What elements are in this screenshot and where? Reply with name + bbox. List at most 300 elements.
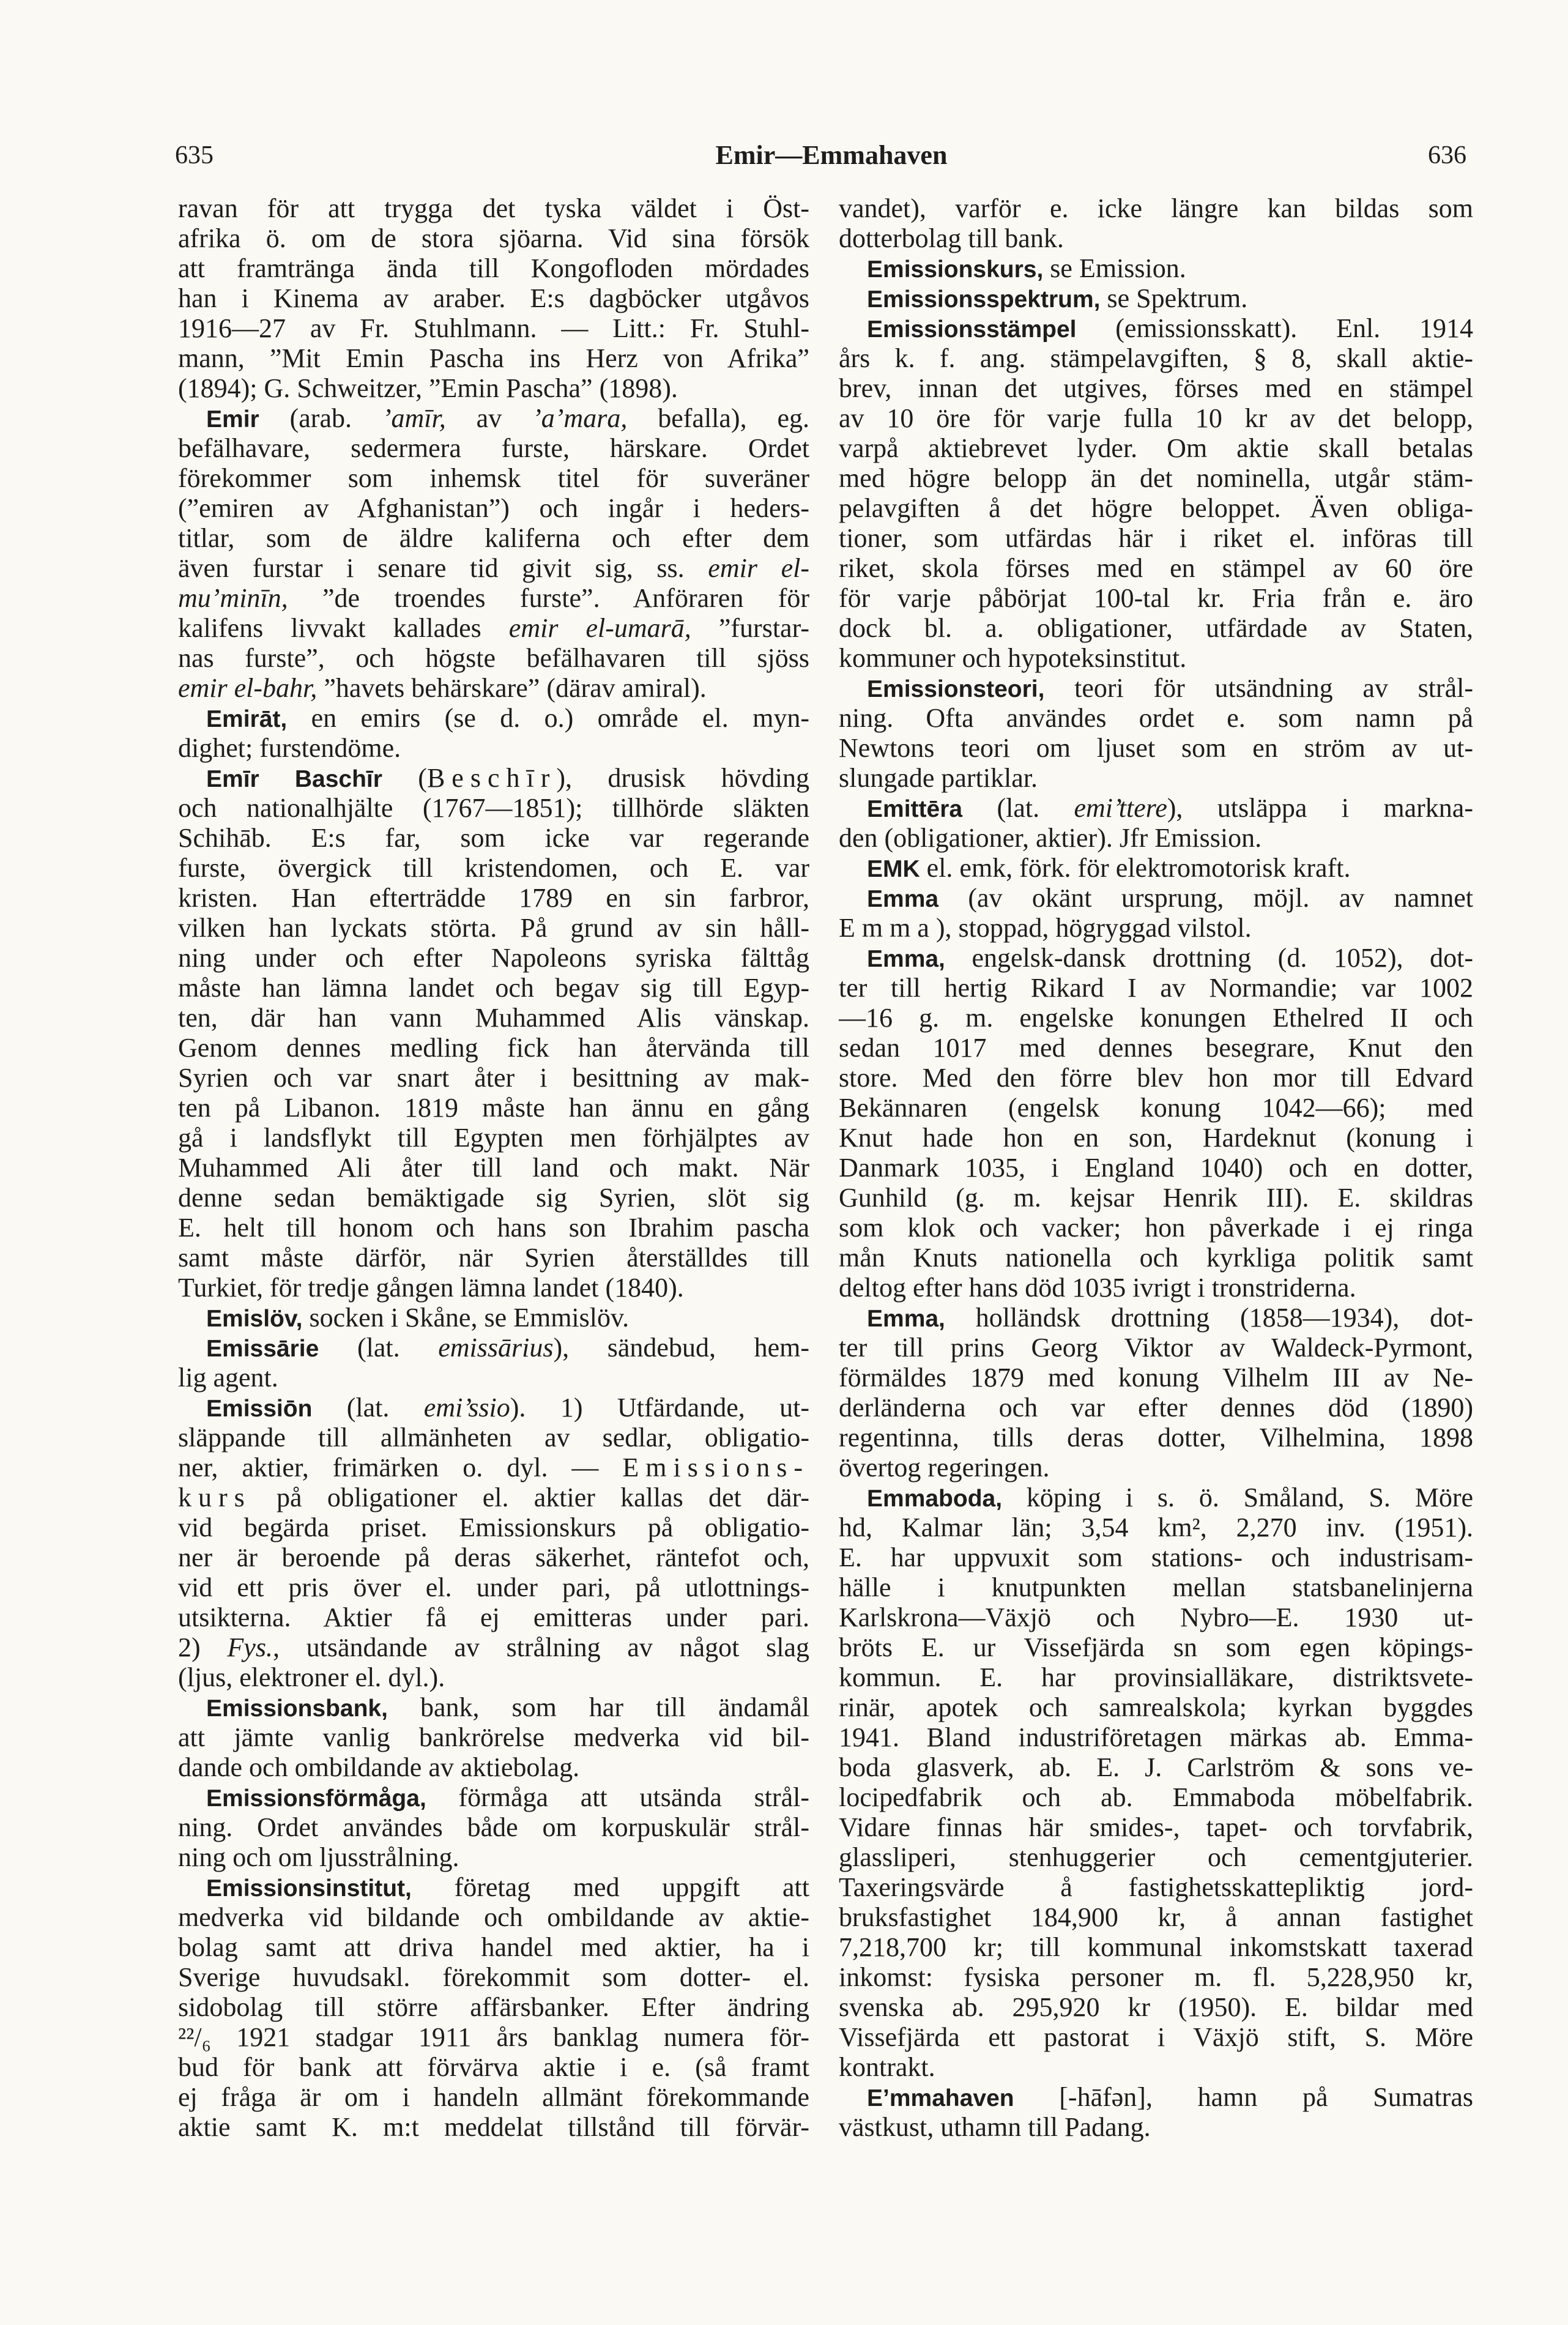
- text-run: (”emiren av Afghanistan”) och ingår i heders-: [178, 493, 809, 523]
- text-line: [839, 1393, 1473, 1423]
- text-line: [839, 1692, 1473, 1722]
- text-line: [839, 1063, 1473, 1093]
- text-run: —16 g. m. engelske konungen Ethelred II och: [839, 1003, 1473, 1033]
- text-run: en emirs (se d. o.) område el. myn-: [287, 703, 809, 733]
- text-line: [178, 1303, 809, 1333]
- dictionary-entry: [178, 1692, 809, 1782]
- text-line: [178, 853, 809, 883]
- text-line: [178, 2082, 809, 2112]
- text-run: (: [382, 763, 427, 793]
- text-run: engelsk-dansk drottning (d. 1052), dot-: [945, 943, 1473, 973]
- text-run: Sverige huvudsakl. förekommit som dotter- el.: [178, 1962, 809, 1992]
- text-run: lig agent.: [178, 1363, 278, 1393]
- text-run: dock bl. a. obligationer, utfärdade av Staten,: [839, 613, 1473, 643]
- text-run: ”de troendes furste”. Anföraren för: [288, 583, 809, 613]
- headword: Emma,: [867, 946, 945, 972]
- text-run: kalifens livvakt kallades: [178, 613, 509, 643]
- text-run: utsikterna. Aktier få ej emitteras under pari.: [178, 1602, 809, 1632]
- text-line: [839, 1512, 1473, 1542]
- dictionary-entry: [178, 1782, 809, 1872]
- headword: Emma: [867, 886, 939, 912]
- text-line: [839, 943, 1473, 973]
- text-line: [839, 1902, 1473, 1932]
- text-line: [839, 793, 1473, 823]
- text-line: [178, 1033, 809, 1063]
- text-run: släppande till allmänheten av sedlar, obligatio-: [178, 1423, 809, 1453]
- text-run: ning. Ordet användes både om korpuskulär strål-: [178, 1812, 809, 1842]
- text-run: 2): [178, 1632, 228, 1662]
- text-run: rinär, apotek och samrealskola; kyrkan byggdes: [839, 1692, 1473, 1722]
- text-run: bolag samt att driva handel med aktier, ha i: [178, 1932, 809, 1962]
- text-line: [839, 433, 1473, 463]
- text-run: ning. Ofta användes ordet e. som namn på: [839, 703, 1473, 733]
- text-run: ning under och efter Napoleons syriska fälttåg: [178, 943, 809, 973]
- text-line: [839, 973, 1473, 1003]
- text-line: [178, 1273, 809, 1303]
- dictionary-entry: [178, 1393, 809, 1692]
- headword: Emissionsbank,: [206, 1695, 388, 1722]
- text-line: [178, 433, 809, 463]
- italic-run: emir el-: [708, 553, 809, 583]
- text-line: [839, 1243, 1473, 1273]
- headword: Emissionsförmåga,: [206, 1785, 426, 1812]
- text-run: Muhammed Ali åter till land och makt. När: [178, 1153, 809, 1183]
- spaced-run: Emissions-: [622, 1453, 809, 1482]
- dictionary-entry: [839, 883, 1473, 943]
- dictionary-entry: [178, 763, 809, 1303]
- text-run: varpå aktiebrevet lyder. Om aktie skall betalas: [839, 433, 1473, 463]
- text-run: E. helt till honom och hans son Ibrahim pascha: [178, 1213, 809, 1243]
- text-run: (lat.: [312, 1393, 424, 1423]
- headword: Emissionsstämpel: [867, 316, 1077, 343]
- text-run: kristen. Han efterträdde 1789 en sin farbror,: [178, 883, 809, 913]
- text-run: (emissionsskatt). Enl. 1914: [1076, 313, 1473, 343]
- text-run: ”furstar-: [691, 613, 809, 643]
- text-line: [839, 913, 1473, 943]
- text-line: [839, 403, 1473, 433]
- text-run: och nationalhjälte (1767—1851); tillhörde släkten: [178, 793, 809, 823]
- text-line: [178, 1992, 809, 2022]
- text-run: samt måste därför, när Syrien återställdes till: [178, 1243, 809, 1273]
- text-line: [839, 1303, 1473, 1333]
- text-line: [178, 313, 809, 343]
- text-run: medverka vid bildande och ombildande av aktie-: [178, 1902, 809, 1932]
- text-run: ten, där han vann Muhammed Alis vänskap.: [178, 1003, 809, 1033]
- text-line: [839, 1123, 1473, 1153]
- text-line: [178, 1752, 809, 1782]
- text-run: (arab.: [259, 403, 382, 433]
- headword: Emirāt,: [206, 706, 288, 732]
- text-run: afrika ö. om de stora sjöarna. Vid sina försök: [178, 223, 809, 253]
- text-run: Danmark 1035, i England 1040) och en dotter,: [839, 1153, 1473, 1183]
- text-run: bank, som har till ändamål: [387, 1692, 809, 1722]
- text-run: ). 1) Utfärdande, ut-: [510, 1393, 809, 1423]
- text-run: förmäldes 1879 med konung Vilhelm III av Ne-: [839, 1363, 1473, 1393]
- text-run: (1894); G. Schweitzer, ”Emin Pascha” (1898).: [178, 373, 678, 403]
- text-line: [178, 1153, 809, 1183]
- text-line: [178, 913, 809, 943]
- text-line: [178, 1692, 809, 1722]
- headword: Emislöv,: [206, 1306, 303, 1332]
- text-line: [839, 493, 1473, 523]
- text-line: [178, 1542, 809, 1572]
- text-line: [839, 883, 1473, 913]
- text-run: nas furste”, och högste befälhavaren till sjöss: [178, 643, 809, 673]
- text-run: el. emk, förk. för elektromotorisk kraft.: [920, 853, 1351, 883]
- text-line: [178, 223, 809, 253]
- dictionary-entry: [178, 703, 809, 763]
- text-line: [839, 1183, 1473, 1213]
- text-run: på obligationer el. aktier kallas det där-: [251, 1482, 809, 1512]
- text-run: teori för utsändning av strål-: [1044, 673, 1473, 703]
- text-run: ej fråga är om i handeln allmänt förekommande: [178, 2082, 809, 2112]
- text-line: [178, 1063, 809, 1093]
- text-line: [178, 1003, 809, 1033]
- text-run: ner är beroende på deras säkerhet, räntefot och,: [178, 1542, 809, 1572]
- text-line: [178, 2052, 809, 2082]
- text-line: [178, 1183, 809, 1213]
- text-run: dande och ombildande av aktiebolag.: [178, 1752, 580, 1782]
- text-run: Knut hade hon en son, Hardeknut (konung i: [839, 1123, 1473, 1153]
- dictionary-entry: [178, 1872, 809, 2142]
- text-run: som klok och vacker; hon påverkade i ej ringa: [839, 1213, 1473, 1243]
- text-line: [839, 1363, 1473, 1393]
- text-run: kommun. E. har provinsialläkare, distriktsvete-: [839, 1662, 1473, 1692]
- text-run: mån Knuts nationella och kyrkliga politik samt: [839, 1243, 1473, 1273]
- text-run: regentinna, tills deras dotter, Vilhelmina, 1898: [839, 1423, 1473, 1453]
- headword: Emissārie: [206, 1336, 319, 1362]
- text-line: [178, 643, 809, 673]
- text-line: [178, 1363, 809, 1393]
- text-line: [178, 403, 809, 433]
- text-run: övertog regeringen.: [839, 1453, 1050, 1482]
- text-run: ), sändebud, hem-: [553, 1333, 809, 1363]
- text-line: [178, 1453, 809, 1482]
- text-run: denne sedan bemäktigade sig Syrien, slöt sig: [178, 1183, 809, 1213]
- text-line: [839, 523, 1473, 553]
- text-line: [178, 1902, 809, 1932]
- text-run: tioner, som utfärdas här i riket el. införas till: [839, 523, 1473, 553]
- text-line: [839, 613, 1473, 643]
- text-run: ning och om ljusstrålning.: [178, 1842, 459, 1872]
- headword: Emissionsteori,: [867, 676, 1045, 702]
- text-line: [178, 1243, 809, 1273]
- text-run: ter till prins Georg Viktor av Waldeck-Pyrmont,: [839, 1333, 1473, 1363]
- text-line: [178, 1662, 809, 1692]
- text-run: sedan 1017 med dennes besegrare, Knut den: [839, 1033, 1473, 1063]
- text-run: Vissefjärda ett pastorat i Växjö stift, S. Möre: [839, 2022, 1473, 2052]
- text-run: ter till hertig Rikard I av Normandie; var 1002: [839, 973, 1473, 1003]
- text-run: (av okänt ursprung, möjl. av namnet: [938, 883, 1473, 913]
- text-run: vandet), varför e. icke längre kan bildas som: [839, 193, 1473, 223]
- text-run: ), drusisk hövding: [556, 763, 809, 793]
- text-run: Bekännaren (engelsk konung 1042—66); med: [839, 1093, 1473, 1123]
- headword: Emittēra: [867, 796, 963, 822]
- text-run: bud för bank att förvärva aktie i e. (så framt: [178, 2052, 809, 2082]
- text-line: [839, 1662, 1473, 1692]
- text-line: [178, 1333, 809, 1363]
- text-line: [178, 763, 809, 793]
- text-run: befalla), eg.: [627, 403, 809, 433]
- text-line: [839, 1482, 1473, 1512]
- dictionary-entry: [839, 1482, 1473, 2082]
- headword: Emissionsspektrum,: [867, 286, 1101, 313]
- text-run: hd, Kalmar län; 3,54 km², 2,270 inv. (1951).: [839, 1512, 1473, 1542]
- italic-run: emir el-bahr,: [178, 673, 318, 703]
- text-line: [839, 1273, 1473, 1303]
- text-run: svenska ab. 295,920 kr (1950). E. bildar med: [839, 1992, 1473, 2022]
- text-line: [839, 1093, 1473, 1123]
- text-run: vid begärda priset. Emissionskurs på obligatio-: [178, 1512, 809, 1542]
- text-line: [839, 1602, 1473, 1632]
- text-run: köping i s. ö. Småland, S. Möre: [1002, 1482, 1473, 1512]
- text-run: ), stoppad, högryggad vilstol.: [935, 913, 1252, 943]
- headword: Emīr Baschīr: [206, 766, 382, 792]
- headword: EMK: [867, 856, 920, 882]
- text-line: [178, 1423, 809, 1453]
- text-line: [178, 553, 809, 583]
- text-run: hälle i knutpunkten mellan statsbanelinjerna: [839, 1572, 1473, 1602]
- text-line: [178, 1213, 809, 1243]
- text-line: [839, 1782, 1473, 1812]
- text-line: [839, 643, 1473, 673]
- text-line: [178, 733, 809, 763]
- dictionary-entry: [839, 193, 1473, 253]
- text-run: Karlskrona—Växjö och Nybro—E. 1930 ut-: [839, 1602, 1473, 1632]
- text-line: [178, 883, 809, 913]
- text-line: [178, 1572, 809, 1602]
- text-line: [839, 373, 1473, 403]
- text-line: [839, 553, 1473, 583]
- text-line: [839, 853, 1473, 883]
- text-line: [178, 703, 809, 733]
- text-run: västkust, uthamn till Padang.: [839, 2112, 1151, 2142]
- text-run: 1941. Bland industriföretagen märkas ab. Emma-: [839, 1722, 1473, 1752]
- text-line: [178, 2022, 809, 2052]
- text-run: ten på Libanon. 1819 måste han ännu en gång: [178, 1093, 809, 1123]
- text-run: aktie samt K. m:t meddelat tillstånd till förvär-: [178, 2112, 809, 2142]
- text-run: se Spektrum.: [1100, 283, 1248, 313]
- text-line: [839, 1992, 1473, 2022]
- dictionary-entry: [839, 853, 1473, 883]
- left-column: [178, 193, 809, 2142]
- text-run: derländerna och var efter dennes död (1890): [839, 1393, 1473, 1423]
- dictionary-entry: [839, 793, 1473, 853]
- text-run: att jämte vanlig bankrörelse medverka vid bil-: [178, 1722, 809, 1752]
- text-line: [839, 1033, 1473, 1063]
- italic-run: emir el-umarā,: [508, 613, 691, 643]
- text-run: Turkiet, för tredje gången lämna landet (1840).: [178, 1273, 684, 1303]
- headword: Emissiōn: [206, 1396, 313, 1422]
- text-line: [178, 823, 809, 853]
- text-line: [178, 193, 809, 223]
- text-line: [178, 493, 809, 523]
- text-line: [178, 673, 809, 703]
- text-line: [178, 793, 809, 823]
- headword: Emma,: [867, 1306, 945, 1332]
- text-run: holländsk drottning (1858—1934), dot-: [945, 1303, 1473, 1333]
- text-line: [839, 1632, 1473, 1662]
- text-line: [178, 1812, 809, 1842]
- dictionary-entry: [178, 403, 809, 703]
- text-line: [178, 973, 809, 1003]
- dictionary-entry: [178, 193, 809, 403]
- italic-run: mu’minīn,: [178, 583, 288, 613]
- dictionary-entry: [839, 943, 1473, 1303]
- text-run: brev, innan det utgives, förses med en stämpel: [839, 373, 1473, 403]
- headword: Emissionskurs,: [867, 256, 1044, 283]
- text-line: [839, 1333, 1473, 1363]
- text-line: [839, 673, 1473, 703]
- text-line: [839, 253, 1473, 283]
- text-line: [839, 1423, 1473, 1453]
- text-run: 7,218,700 kr; till kommunal inkomstskatt taxerad: [839, 1932, 1473, 1962]
- text-run: ner, aktier, frimärken o. dyl. —: [178, 1453, 623, 1482]
- text-run: mann, ”Mit Emin Pascha ins Herz von Afrika”: [178, 343, 809, 373]
- dictionary-entry: [839, 2082, 1473, 2142]
- text-run: locipedfabrik och ab. Emmaboda möbelfabrik.: [839, 1782, 1473, 1812]
- italic-run: ’amīr,: [382, 403, 446, 433]
- text-line: [839, 2052, 1473, 2082]
- text-run: ), utsläppa i markna-: [1167, 793, 1473, 823]
- text-run: furste, övergick till kristendomen, och E. var: [178, 853, 809, 883]
- text-line: [178, 613, 809, 643]
- text-run: [-hāfən], hamn på Sumatras: [1014, 2082, 1473, 2112]
- text-run: (lat.: [962, 793, 1074, 823]
- text-run: slungade partiklar.: [839, 763, 1038, 793]
- text-run: måste han lämna landet och begav sig till Egyp-: [178, 973, 809, 1003]
- text-line: [178, 253, 809, 283]
- text-line: [178, 463, 809, 493]
- text-run: han i Kinema av araber. E:s dagböcker utgåvos: [178, 283, 809, 313]
- text-run: Taxeringsvärde å fastighetsskattepliktig jord-: [839, 1872, 1473, 1902]
- spaced-run: Emma: [839, 913, 936, 943]
- text-run: sidobolag till större affärsbanker. Efter ändring: [178, 1992, 809, 2022]
- text-run: E. har uppvuxit som stations- och industrisam-: [839, 1542, 1473, 1572]
- text-line: [178, 1962, 809, 1992]
- text-line: [178, 943, 809, 973]
- text-line: [839, 1542, 1473, 1572]
- text-run: av 10 öre för varje fulla 10 kr av det belopp,: [839, 403, 1473, 433]
- text-line: [178, 1632, 809, 1662]
- text-line: [839, 193, 1473, 223]
- text-line: [839, 2082, 1473, 2112]
- headword: Emir: [206, 406, 259, 433]
- text-run: även furstar i senare tid givit sig, ss.: [178, 553, 708, 583]
- text-run: inkomst: fysiska personer m. fl. 5,228,950 kr,: [839, 1962, 1473, 1992]
- right-column: [839, 193, 1473, 2142]
- page-number-left: 635: [175, 141, 214, 169]
- text-run: företag med uppgift att: [411, 1872, 809, 1902]
- text-line: [178, 373, 809, 403]
- text-run: bruksfastighet 184,900 kr, å annan fastighet: [839, 1902, 1473, 1932]
- text-run: vilken han lyckats störta. På grund av sin håll-: [178, 913, 809, 943]
- text-run: års k. f. ang. stämpelavgiften, § 8, skall aktie-: [839, 343, 1473, 373]
- text-run: med högre belopp än det nominella, utgår stäm-: [839, 463, 1473, 493]
- text-line: [178, 343, 809, 373]
- text-run: gå i landsflykt till Egypten men förhjälptes av: [178, 1123, 809, 1153]
- text-run: riket, skola förses med en stämpel av 60 öre: [839, 553, 1473, 583]
- text-line: [839, 763, 1473, 793]
- text-run: för varje påbörjat 100-tal kr. Fria från e. äro: [839, 583, 1473, 613]
- text-line: [839, 1962, 1473, 1992]
- text-line: [178, 1932, 809, 1962]
- text-line: [178, 583, 809, 613]
- dictionary-entry: [178, 1303, 809, 1333]
- text-line: [178, 1482, 809, 1512]
- headword: Emmaboda,: [867, 1486, 1003, 1512]
- italic-run: emi’ssio: [423, 1393, 510, 1423]
- italic-run: emissārius: [438, 1333, 554, 1363]
- text-line: [839, 1812, 1473, 1842]
- text-run: Gunhild (g. m. kejsar Henrik III). E. skildras: [839, 1183, 1473, 1213]
- text-run: se Emission.: [1043, 253, 1186, 283]
- text-line: [178, 1093, 809, 1123]
- text-line: [839, 1572, 1473, 1602]
- italic-run: emi’ttere: [1074, 793, 1167, 823]
- text-run: kommuner och hypoteksinstitut.: [839, 643, 1187, 673]
- text-line: [839, 283, 1473, 313]
- spaced-run: Beschīr: [426, 763, 557, 793]
- text-run: ”havets behärskare” (därav amiral).: [317, 673, 707, 703]
- text-line: [839, 2022, 1473, 2052]
- text-line: [178, 1393, 809, 1423]
- text-line: [839, 1722, 1473, 1752]
- headword: E’mmahaven: [867, 2085, 1014, 2111]
- text-run: Vidare finnas här smides-, tapet- och torvfabrik,: [839, 1812, 1473, 1842]
- text-run: socken i Skåne, se Emmislöv.: [302, 1303, 630, 1333]
- text-run: (ljus, elektroner el. dyl.).: [178, 1662, 445, 1692]
- text-run: förekommer som inhemsk titel för suveräner: [178, 463, 809, 493]
- text-run: , utsändande av strålning av något slag: [272, 1632, 809, 1662]
- dictionary-entry: [839, 673, 1473, 793]
- text-run: dighet; furstendöme.: [178, 733, 401, 763]
- text-line: [839, 343, 1473, 373]
- text-line: [839, 1213, 1473, 1243]
- text-line: [178, 1602, 809, 1632]
- text-run: Newtons teori om ljuset som en ström av ut-: [839, 733, 1473, 763]
- headword: Emissionsinstitut,: [206, 1875, 412, 1902]
- text-line: [178, 1722, 809, 1752]
- text-line: [839, 1153, 1473, 1183]
- text-run: ²²/₆ 1921 stadgar 1911 års banklag numera för-: [178, 2022, 809, 2052]
- text-line: [839, 1842, 1473, 1872]
- text-line: [839, 733, 1473, 763]
- dictionary-entry: [839, 1303, 1473, 1482]
- text-run: deltog efter hans död 1035 ivrigt i tronstriderna.: [839, 1273, 1356, 1303]
- text-run: kontrakt.: [839, 2052, 935, 2082]
- text-line: [839, 313, 1473, 343]
- text-run: ravan för att trygga det tyska väldet i Öst-: [178, 193, 809, 223]
- text-line: [839, 1003, 1473, 1033]
- text-run: att framtränga ända till Kongofloden mördades: [178, 253, 809, 283]
- text-run: Genom dennes medling fick han återvända till: [178, 1033, 809, 1063]
- text-run: förmåga att utsända strål-: [426, 1782, 809, 1812]
- text-run: dotterbolag till bank.: [839, 223, 1064, 253]
- text-run: (lat.: [319, 1333, 439, 1363]
- text-line: [839, 1932, 1473, 1962]
- italic-run: Fys.: [227, 1632, 273, 1662]
- text-run: den (obligationer, aktier). Jfr Emission.: [839, 823, 1262, 853]
- text-line: [178, 1512, 809, 1542]
- text-run: titlar, som de äldre kaliferna och efter dem: [178, 523, 809, 553]
- text-line: [178, 1842, 809, 1872]
- text-line: [178, 523, 809, 553]
- text-line: [178, 2112, 809, 2142]
- page-number-right: 636: [1428, 141, 1466, 169]
- text-run: store. Med den förre blev hon mor till Edvard: [839, 1063, 1473, 1093]
- text-line: [178, 1782, 809, 1812]
